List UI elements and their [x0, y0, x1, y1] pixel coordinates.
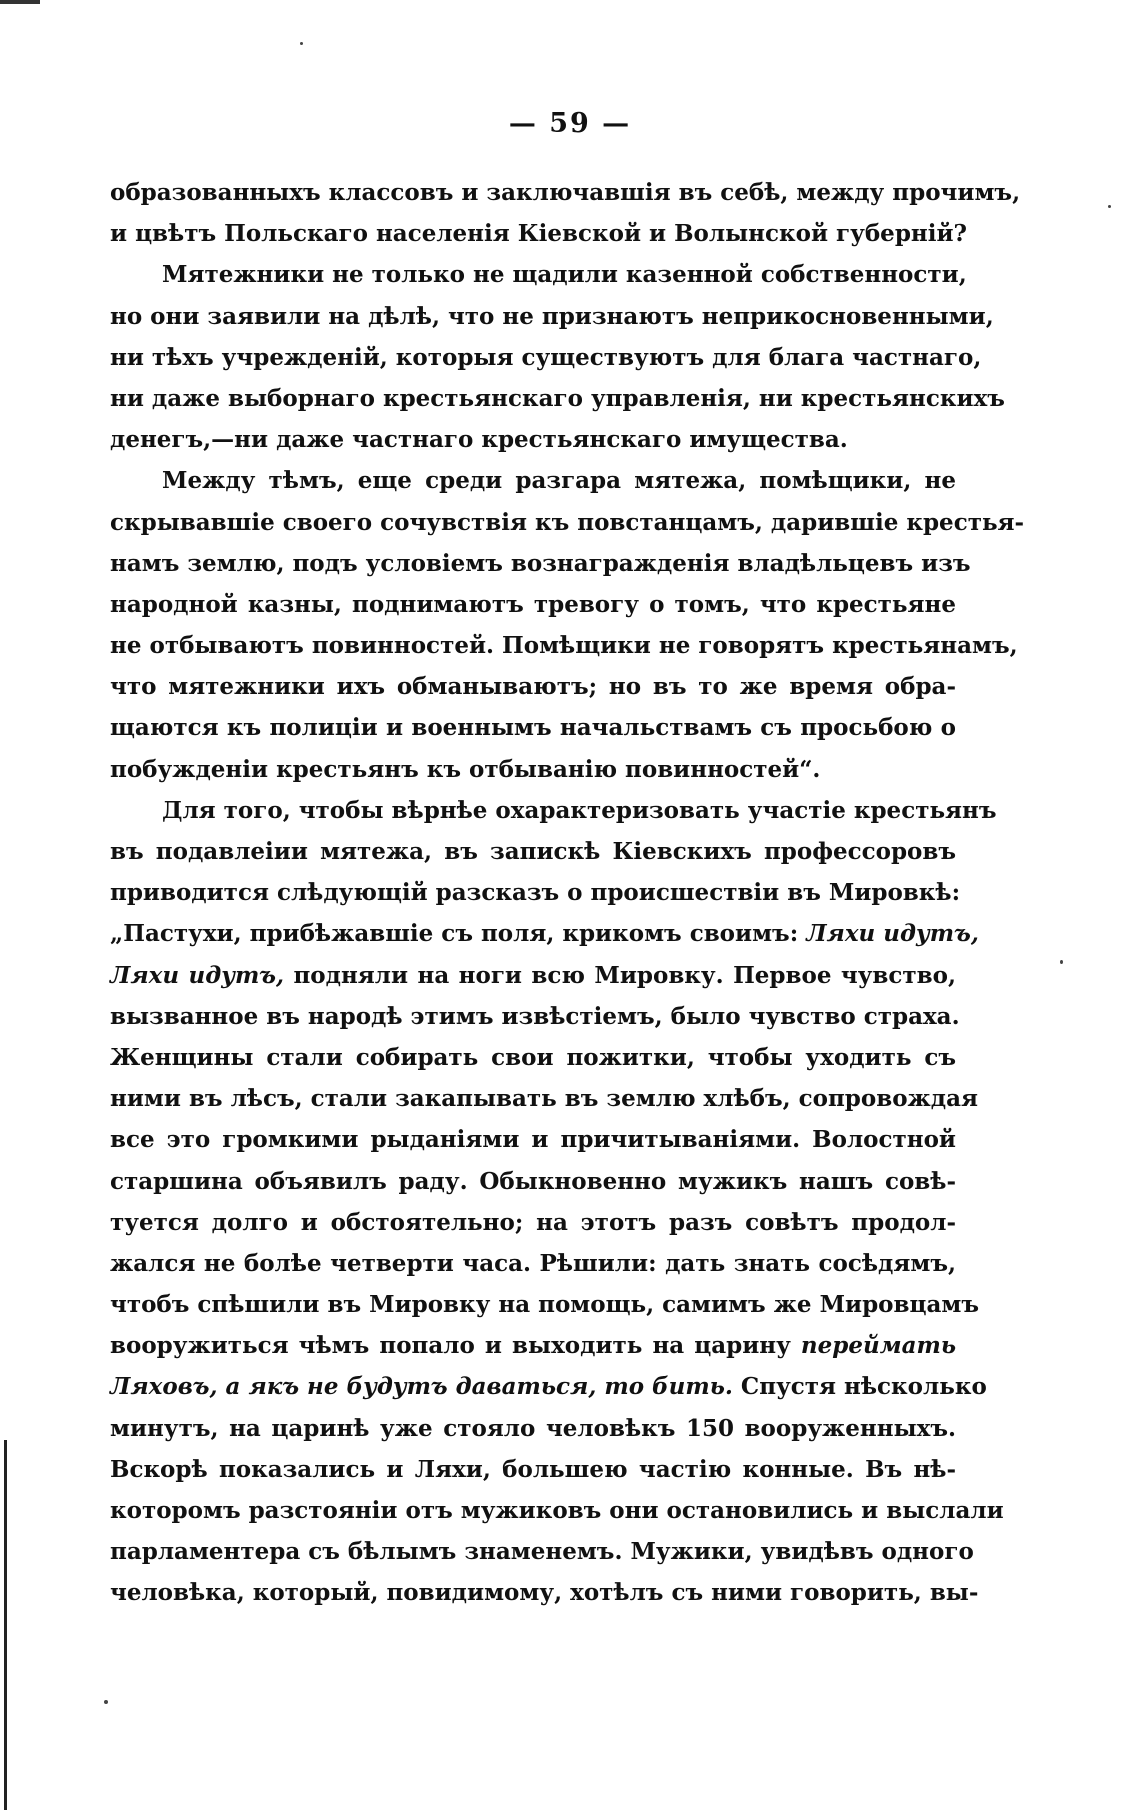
- italic-span: Ляховъ, а якъ не будутъ даваться, то бить.: [110, 1373, 733, 1401]
- text-line: щаются къ полиціи и военнымъ начальствамъ съ просьбою о: [110, 714, 956, 742]
- text-line: что мятежники ихъ обманываютъ; но въ то же время обра-: [110, 673, 956, 701]
- text-line: скрывавшіе своего сочувствія къ повстанцамъ, дарившіе крестья-: [110, 508, 1025, 536]
- page-number: — 59 —: [508, 108, 632, 139]
- scan-speck: [104, 1700, 108, 1704]
- text-line: старшина объявилъ раду. Обыкновенно мужикъ нашъ совѣ-: [110, 1167, 956, 1195]
- text-span: „Пастухи, прибѣжавшіе съ поля, крикомъ своимъ:: [110, 920, 807, 948]
- scan-speck: [1060, 960, 1063, 964]
- text-line: человѣка, который, повидимому, хотѣлъ съ ними говорить, вы-: [110, 1579, 979, 1607]
- text-line: въ подавлеіии мятежа, въ запискѣ Кіевскихъ профессоровъ: [110, 838, 956, 865]
- text-line: побужденіи крестьянъ къ отбыванію повинностей“.: [110, 755, 821, 783]
- text-line: Женщины стали собирать свои пожитки, чтобы уходить съ: [110, 1043, 956, 1071]
- italic-span: Ляхи идутъ,: [806, 920, 979, 948]
- text-line: парламентера съ бѣлымъ знаменемъ. Мужики, увидѣвъ одного: [110, 1538, 974, 1566]
- paragraph-first-line: Мятежники не только не щадили казенной собственности,: [162, 261, 967, 289]
- text-line: [110, 913, 979, 954]
- text-line: Вскорѣ показались и Ляхи, большею частію конные. Въ нѣ-: [110, 1455, 956, 1483]
- text-line: все это громкими рыданіями и причитываніями. Волостной: [110, 1126, 956, 1154]
- italic-span: переймать: [800, 1332, 956, 1360]
- text-line: намъ землю, подъ условіемъ вознагражденія владѣльцевъ изъ: [110, 549, 971, 577]
- text-line: ни даже выборнаго крестьянскаго управленія, ни крестьянскихъ: [110, 384, 1005, 412]
- text-line: [110, 1366, 987, 1407]
- italic-span: Ляхи идутъ,: [110, 961, 285, 989]
- body-text: [110, 172, 1025, 1614]
- text-line: народной казны, поднимаютъ тревогу о томъ, что крестьяне: [110, 590, 956, 618]
- scan-corner-mark: [0, 0, 40, 4]
- text-line: и цвѣтъ Польскаго населенія Кіевской и Волынской губерній?: [110, 220, 968, 248]
- text-line: вызванное въ народѣ этимъ извѣстіемъ, было чувство страха.: [110, 1002, 960, 1030]
- text-line: туется долго и обстоятельно; на этотъ разъ совѣтъ продол-: [110, 1208, 956, 1236]
- text-line: минутъ, на царинѣ уже стояло человѣкъ 150 вооруженныхъ.: [110, 1414, 956, 1442]
- text-line: [110, 955, 956, 996]
- text-line: денегъ,—ни даже частнаго крестьянскаго имущества.: [110, 426, 848, 454]
- text-span: Спустя нѣсколько: [732, 1373, 987, 1401]
- text-line: ними въ лѣсъ, стали закапывать въ землю хлѣбъ, сопровождая: [110, 1085, 979, 1113]
- paragraph-first-line: Между тѣмъ, еще среди разгара мятежа, помѣщики, не: [162, 467, 956, 495]
- text-line: образованныхъ классовъ и заключавшія въ себѣ, между прочимъ,: [110, 179, 1021, 206]
- text-line: [110, 1325, 956, 1366]
- text-line: не отбываютъ повинностей. Помѣщики не говорятъ крестьянамъ,: [110, 632, 1018, 660]
- scan-edge-shadow: [4, 1440, 7, 1810]
- text-line: но они заявили на дѣлѣ, что не признаютъ неприкосновенными,: [110, 302, 994, 330]
- text-line: жался не болѣе четверти часа. Рѣшили: дать знать сосѣдямъ,: [110, 1249, 956, 1277]
- scan-speck: [300, 42, 303, 45]
- text-line: чтобъ спѣшили въ Мировку на помощь, самимъ же Мировцамъ: [110, 1291, 980, 1319]
- scan-speck: [1108, 205, 1111, 208]
- text-line: ни тѣхъ учрежденій, которыя существуютъ для блага частнаго,: [110, 343, 982, 371]
- text-line: приводится слѣдующій разсказъ о происшествіи въ Мировкѣ:: [110, 879, 961, 907]
- text-span: вооружиться чѣмъ попало и выходить на царину: [110, 1332, 801, 1360]
- text-line: которомъ разстояніи отъ мужиковъ они остановились и выслали: [110, 1497, 1004, 1524]
- text-span: подняли на ноги всю Мировку. Первое чувство,: [284, 961, 957, 989]
- paragraph-first-line: Для того, чтобы вѣрнѣе охарактеризовать участіе крестьянъ: [162, 796, 997, 824]
